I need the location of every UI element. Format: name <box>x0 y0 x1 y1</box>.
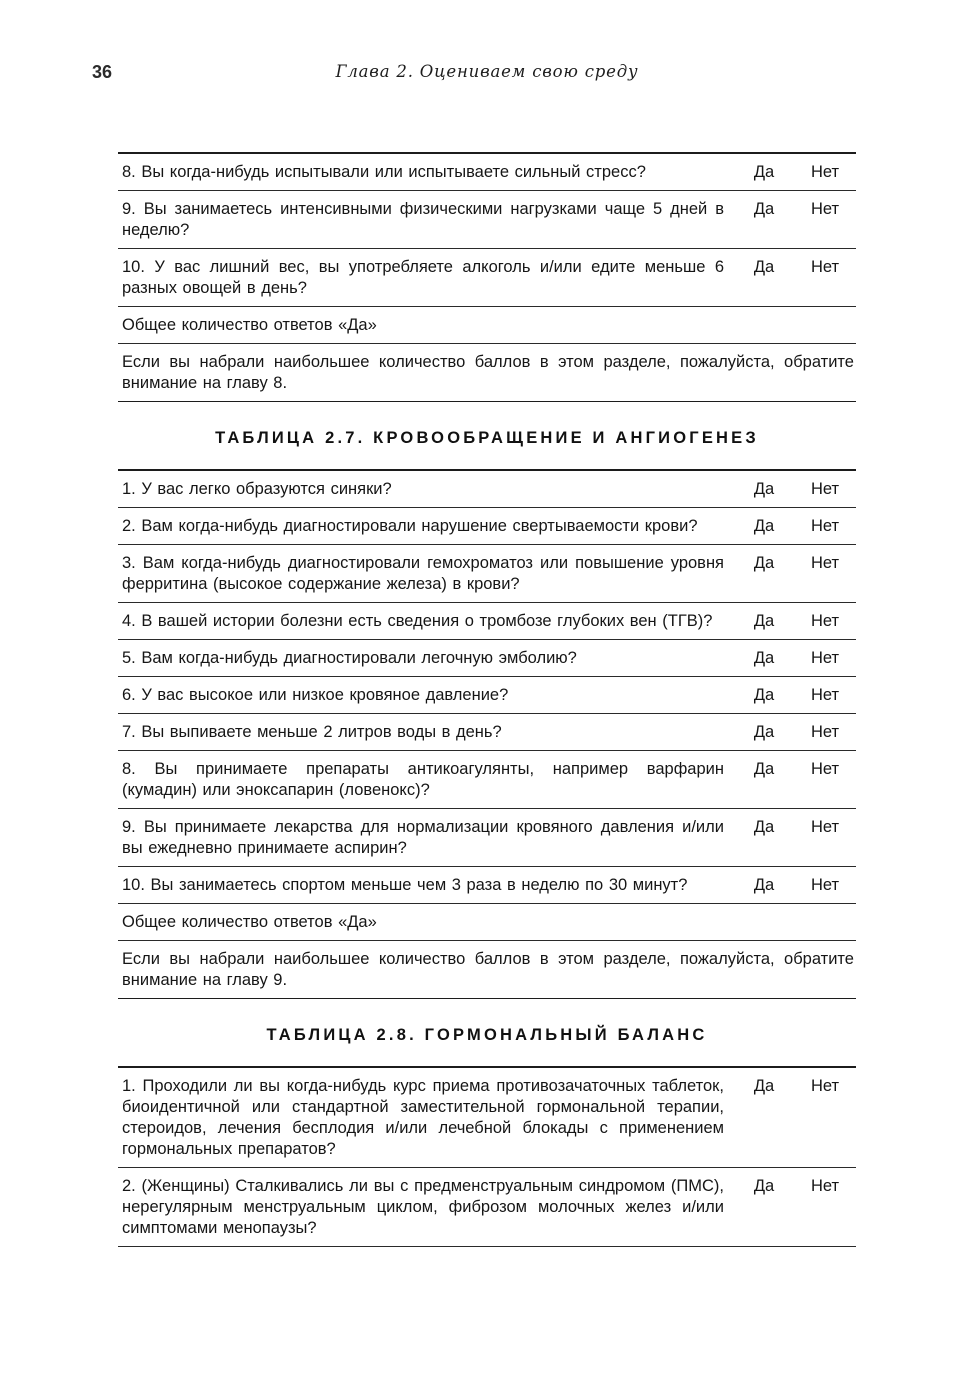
table-title: ТАБЛИЦА 2.8. ГОРМОНАЛЬНЫЙ БАЛАНС <box>266 1026 708 1044</box>
answer-yes: Да <box>753 649 775 667</box>
answer-yes: Да <box>753 760 775 778</box>
answer-no: Нет <box>810 760 840 778</box>
total-row <box>118 904 856 941</box>
answer-no: Нет <box>810 258 840 276</box>
answer-no: Нет <box>810 480 840 498</box>
question-text: 8. Вы принимаете препараты антикоагулянты, например варфарин (кумадин) или эноксапарин (ловенокс)? <box>122 760 724 799</box>
page-content <box>118 152 856 1247</box>
question-text: 9. Вы принимаете лекарства для нормализации кровяного давления и/или вы ежедневно принимаете аспирин? <box>122 818 724 857</box>
page-number: 36 <box>92 62 113 82</box>
question-row <box>118 545 856 603</box>
answer-yes: Да <box>753 480 775 498</box>
question-row <box>118 508 856 545</box>
question-row <box>118 1168 856 1247</box>
answer-no: Нет <box>810 163 840 181</box>
question-row <box>118 677 856 714</box>
question-row <box>118 640 856 677</box>
answer-yes: Да <box>753 686 775 704</box>
answer-yes: Да <box>753 200 775 218</box>
answer-no: Нет <box>810 612 840 630</box>
table-title: ТАБЛИЦА 2.7. КРОВООБРАЩЕНИЕ И АНГИОГЕНЕЗ <box>215 429 759 447</box>
question-text: 9. Вы занимаетесь интенсивными физическими нагрузками чаще 5 дней в неделю? <box>122 200 724 239</box>
question-row <box>118 191 856 249</box>
total-text: Общее количество ответов «Да» <box>122 316 377 334</box>
page-header <box>0 62 974 92</box>
question-row <box>118 809 856 867</box>
answer-no: Нет <box>810 554 840 572</box>
question-text: 7. Вы выпиваете меньше 2 литров воды в день? <box>122 723 502 741</box>
answer-yes: Да <box>753 554 775 572</box>
answer-yes: Да <box>753 517 775 535</box>
answer-yes: Да <box>753 258 775 276</box>
answer-yes: Да <box>753 723 775 741</box>
answer-no: Нет <box>810 818 840 836</box>
question-text: 1. У вас легко образуются синяки? <box>122 480 392 498</box>
answer-no: Нет <box>810 200 840 218</box>
answer-yes: Да <box>753 818 775 836</box>
question-table <box>118 152 856 402</box>
question-text: 5. Вам когда-нибудь диагностировали легочную эмболию? <box>122 649 577 667</box>
note-row <box>118 941 856 999</box>
question-table <box>118 1066 856 1247</box>
answer-no: Нет <box>810 723 840 741</box>
total-text: Общее количество ответов «Да» <box>122 913 377 931</box>
answer-yes: Да <box>753 612 775 630</box>
question-row <box>118 154 856 191</box>
answer-yes: Да <box>753 163 775 181</box>
question-text: 4. В вашей истории болезни есть сведения о тромбозе глубоких вен (ТГВ)? <box>122 612 713 630</box>
answer-no: Нет <box>810 876 840 894</box>
question-text: 2. Вам когда-нибудь диагностировали нарушение свертываемости крови? <box>122 517 698 535</box>
question-row <box>118 471 856 508</box>
note-row <box>118 344 856 402</box>
answer-yes: Да <box>753 1177 775 1195</box>
answer-no: Нет <box>810 1077 840 1095</box>
question-row <box>118 867 856 904</box>
question-text: 8. Вы когда-нибудь испытывали или испытываете сильный стресс? <box>122 163 646 181</box>
question-text: 10. Вы занимаетесь спортом меньше чем 3 раза в неделю по 30 минут? <box>122 876 688 894</box>
note-text: Если вы набрали наибольшее количество баллов в этом разделе, пожалуйста, обратите внимание на главу 9. <box>122 950 854 989</box>
question-table <box>118 469 856 999</box>
answer-no: Нет <box>810 686 840 704</box>
question-row <box>118 1068 856 1168</box>
answer-no: Нет <box>810 649 840 667</box>
question-row <box>118 249 856 307</box>
question-text: 2. (Женщины) Сталкивались ли вы с предменструальным синдромом (ПМС), нерегулярным менструальным циклом, фиброзом молочных желез и/или симптомами менопаузы? <box>122 1177 724 1237</box>
question-row <box>118 714 856 751</box>
answer-no: Нет <box>810 517 840 535</box>
question-row <box>118 603 856 640</box>
answer-no: Нет <box>810 1177 840 1195</box>
question-text: 3. Вам когда-нибудь диагностировали гемохроматоз или повышение уровня ферритина (высокое содержание железа) в крови? <box>122 554 724 593</box>
answer-yes: Да <box>753 876 775 894</box>
note-text: Если вы набрали наибольшее количество баллов в этом разделе, пожалуйста, обратите внимание на главу 8. <box>122 353 854 392</box>
running-head: Глава 2. Оцениваем свою среду <box>335 62 639 81</box>
total-row <box>118 307 856 344</box>
answer-yes: Да <box>753 1077 775 1095</box>
question-text: 10. У вас лишний вес, вы употребляете алкоголь и/или едите меньше 6 разных овощей в день? <box>122 258 724 297</box>
question-row <box>118 751 856 809</box>
question-text: 1. Проходили ли вы когда-нибудь курс приема противозачаточных таблеток, биоидентичной или стандартной заместительной гормональной терапии, стероидов, лечения бесплодия и/или лечебной блокады с применением гормональных препаратов? <box>122 1077 724 1158</box>
question-text: 6. У вас высокое или низкое кровяное давление? <box>122 686 509 704</box>
